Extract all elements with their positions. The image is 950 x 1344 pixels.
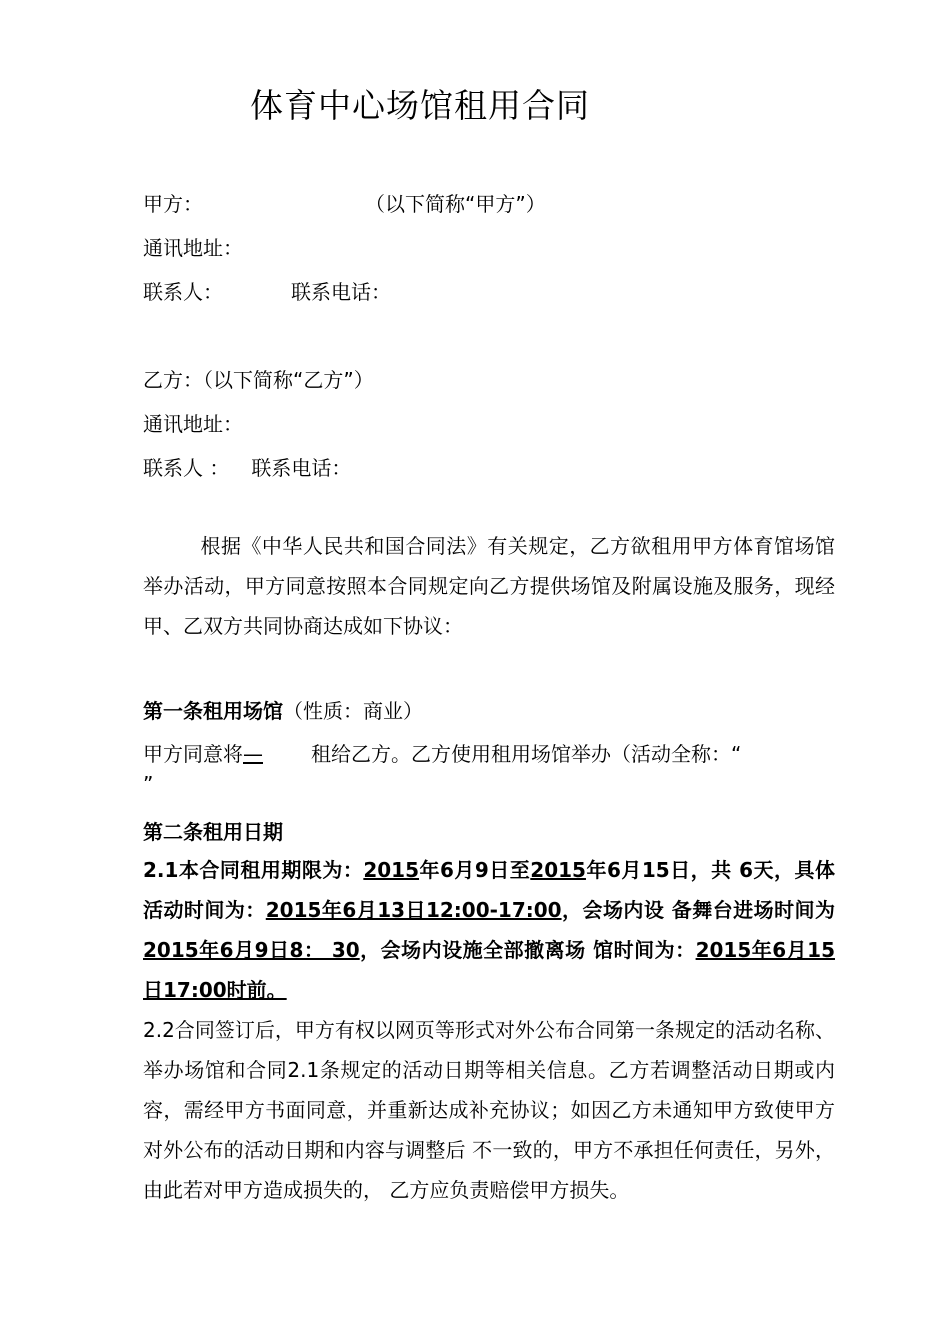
party-b-address: 通讯地址： <box>143 412 243 436</box>
clause-2-1-part-2: 年6月9日至 <box>419 858 531 882</box>
party-a-line <box>143 190 546 218</box>
party-b-contact-line <box>143 454 351 482</box>
clause-2-1 <box>143 850 835 1010</box>
clause-2-1-end-year: 2015 <box>530 858 586 882</box>
clause-2-1-part-1: 2.1本合同租用期限为： <box>143 858 364 882</box>
clause-2-1-event-time: 2015年6月13日12:00-17:00 <box>265 898 562 922</box>
party-a-contact-label: 联系人： <box>143 280 223 304</box>
clause-2-2: 2.2合同签订后，甲方有权以网页等形式对外公布合同第一条规定的活动名称、举办场馆和合同2.1条规定的活动日期等相关信息。乙方若调整活动日期或内容，需经甲方书面同意，并重新达成补充协议；如因乙方未通知甲方致使甲方对外公布的活动日期和内容与调整后 不一致的，甲方不承担任何责任，另外，由此若对甲方造成损失的， 乙方应负责赔偿甲方损失。 <box>143 1018 835 1202</box>
clause-2-1-part-5: ，会场内设施全部撤离场 馆时间为： <box>359 938 696 962</box>
article-1-blank: — <box>243 742 263 766</box>
clause-2-1-part-4: ，会场内设 备舞台进场时间为 <box>561 898 835 922</box>
party-a-address: 通讯地址： <box>143 236 243 260</box>
party-b-line: 乙方：（以下简称“乙方”） <box>143 368 374 392</box>
article-1-text-a: 甲方同意将 <box>143 742 243 766</box>
party-a-phone-label: 联系电话： <box>291 280 391 304</box>
article-1-title-rest: （性质：商业） <box>283 699 423 723</box>
party-a-contact-line <box>143 278 391 306</box>
clause-2-1-start-year: 2015 <box>363 858 420 882</box>
preamble-paragraph <box>143 526 835 646</box>
party-b-contact-label: 联系人 ： <box>143 456 230 480</box>
document-title: 体育中心场馆租用合同 <box>250 86 590 125</box>
party-a-label: 甲方： <box>143 192 203 216</box>
party-a-alias: （以下简称“甲方”） <box>365 192 546 216</box>
party-b-phone-label: 联系电话： <box>251 456 352 480</box>
article-1-close-quote: ” <box>143 772 154 796</box>
clause-2-1-teardown-time: 2015年6月15日17:00时前。 <box>143 938 835 1002</box>
article-1-title-bold: 第一条租用场馆 <box>143 699 283 723</box>
article-1-title <box>143 697 423 725</box>
article-1-text-b: 租给乙方。乙方使用租用场馆举办（活动全称：“ <box>311 742 742 766</box>
clause-2-1-part-3: 年6月15日，共 6天，具体活动时间为： <box>143 858 835 922</box>
clause-2-1-setup-time: 2015年6月9日8： 30 <box>143 938 360 962</box>
article-1-line <box>143 740 741 768</box>
article-2-title: 第二条租用日期 <box>143 820 283 844</box>
preamble-text: 根据《中华人民共和国合同法》有关规定，乙方欲租用甲方体育馆场馆举办活动，甲方同意按照本合同规定向乙方提供场馆及附属设施及服务，现经甲、乙双方共同协商达成如下协议： <box>143 534 835 638</box>
